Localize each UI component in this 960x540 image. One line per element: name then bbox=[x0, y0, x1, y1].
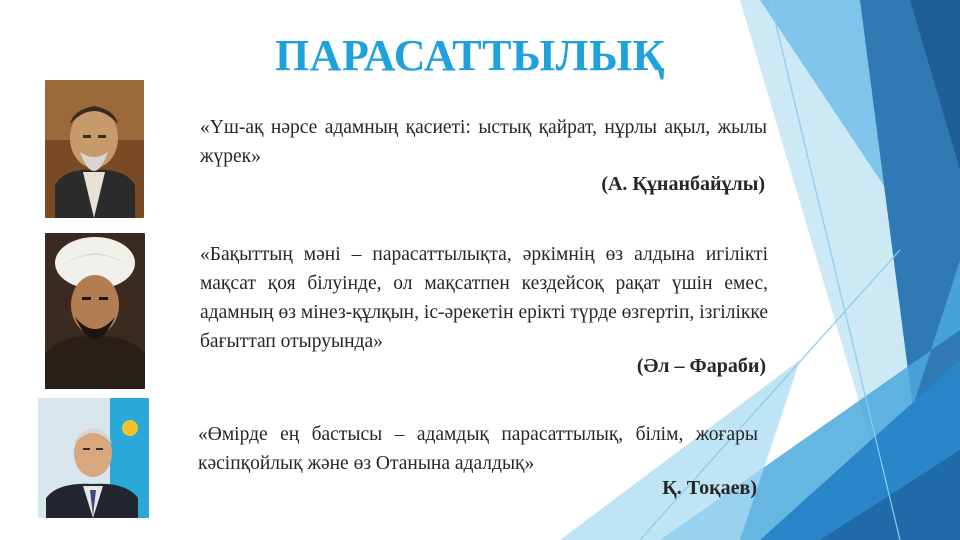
quote-al-farabi: «Бақыттың мәні – парасаттылықта, әркімнің өз алдына игілікті мақсат қоя білуінде, ол мақсатпен кездейсоқ рақат үшін емес, адамның өз мінез-құлқын, іс-әрекетін ерікті түрде өзгертіп, ізгілікке бағыттап отыруында» bbox=[200, 244, 768, 352]
author-tokayev: Қ. Тоқаев) bbox=[662, 477, 757, 499]
slide-title: ПАРАСАТТЫЛЫҚ bbox=[274, 31, 666, 80]
author-abai: (А. Құнанбайұлы) bbox=[601, 173, 765, 195]
tokayev-portrait bbox=[38, 398, 149, 518]
author-al-farabi: (Әл – Фараби) bbox=[636, 355, 766, 377]
quote-abai: «Үш-ақ нәрсе адамның қасиеті: ыстық қайрат, нұрлы ақыл, жылы жүрек» bbox=[200, 117, 767, 167]
al-farabi-portrait bbox=[45, 233, 145, 389]
abai-portrait bbox=[45, 80, 144, 218]
quote-tokayev: «Өмірде ең бастысы – адамдық парасаттылық, білім, жоғары кәсіпқойлық және өз Отанына адалдық» bbox=[198, 424, 758, 474]
